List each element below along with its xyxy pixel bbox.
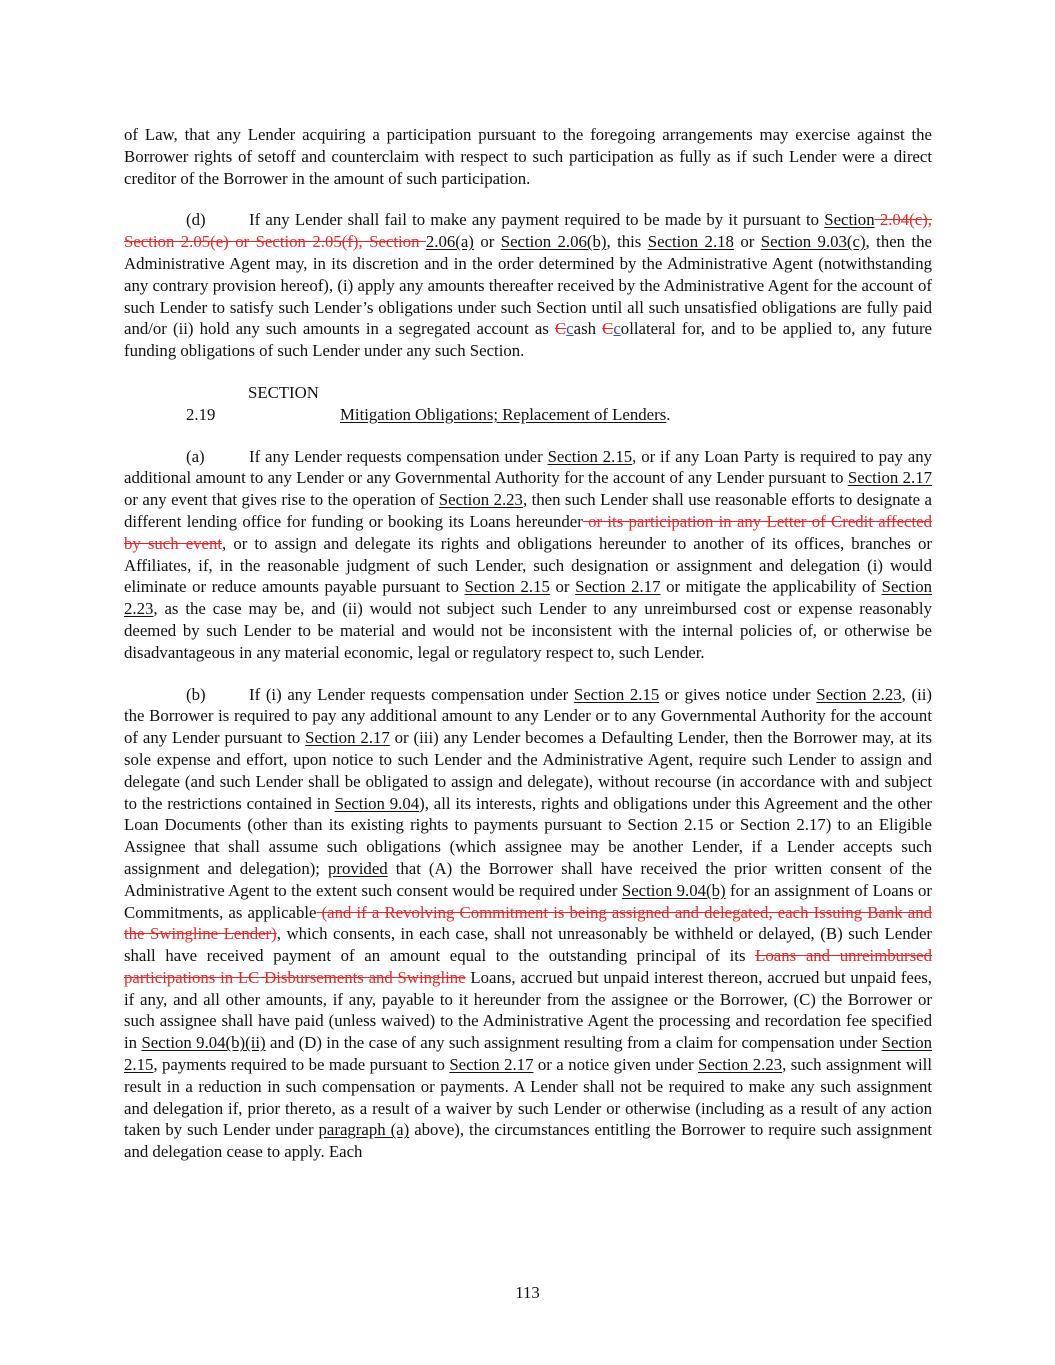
section-reference: Section 2.17	[449, 1055, 534, 1075]
paragraph-b: (b) If (i) any Lender requests compensation under Section 2.15 or gives notice under Section 2.23, (ii) the Borrower is required to pay any additional amount to any Lender or to any Governmental Authority for the account of any Lender pursuant to Section 2.17 or (iii) any Lender becomes a Defaulting Lender, then the Borrower may, at its sole expense and effort, upon notice to such Lender and the Administrative Agent, require such Lender to assign and delegate (and such Lender shall be obligated to assign and delegate), without recourse (in accordance with and subject to the restrictions contained in Section 9.04), all its interests, rights and obligations under this Agreement and the other Loan Documents (other than its existing rights to payments pursuant to Section 2.15 or Section 2.17) to an Eligible Assignee that shall assume such obligations (which assignee may be another Lender, if a Lender accepts such assignment and delegation); provided that (A) the Borrower shall have received the prior written consent of the Administrative Agent to the extent such consent would be required under Section 9.04(b) for an assignment of Loans or Commitments, as applicable (and if a Revolving Commitment is being assigned and delegated, each Issuing Bank and the Swingline Lender), which consents, in each case, shall not unreasonably be withheld or delayed, (B) such Lender shall have received payment of an amount equal to the outstanding principal of its Loans and unreimbursed participations in LC Disbursements and Swingline Loans, accrued but unpaid interest thereon, accrued but unpaid fees, if any, and all other amounts, if any, payable to it hereunder from the assignee or the Borrower, (C) the Borrower or such assignee shall have paid (unless waived) to the Administrative Agent the processing and recordation fee specified in Section 9.04(b)(ii) and (D) in the case of any such assignment resulting from a claim for compensation under Section 2.15, payments required to be made pursuant to Section 2.17 or a notice given under Section 2.23, such assignment will result in a reduction in such compensation or payments. A Lender shall not be required to make any such assignment and delegation if, prior thereto, as a result of a waiver by such Lender or otherwise (including as a result of any action taken by such Lender under paragraph (a) above), the circumstances entitling the Borrower to require such assignment and delegation cease to apply. Each	[124, 684, 933, 1162]
section-reference: Section	[824, 210, 875, 230]
section-reference: Section 2.17	[305, 728, 390, 748]
tracked-deletion: C	[602, 319, 614, 339]
section-reference: Section 2.23	[697, 1055, 783, 1075]
section-reference: Section 2.18	[647, 232, 734, 252]
tracked-deletion: C	[554, 319, 567, 339]
section-reference: Section 2.15	[124, 1033, 933, 1075]
tracked-deletion: or its participation in any Letter of Credit affected by such event	[124, 511, 933, 553]
section-reference: Section 2.23	[124, 577, 932, 619]
paragraph-label: (d)	[186, 210, 206, 230]
page-number: 113	[515, 1283, 540, 1302]
paragraph-continuation: of Law, that any Lender acquiring a participation pursuant to the foregoing arrangements may exercise against the Borrower rights of setoff and counterclaim with respect to such participation as fully as if such Lender were a direct creditor of the Borrower in the amount of such participation.	[124, 125, 932, 188]
section-reference: Section 2.15	[547, 446, 633, 466]
paragraph-label: (a)	[186, 446, 205, 466]
paragraph-d: (d) If any Lender shall fail to make any payment required to be made by it pursuant to Section 2.04(c), Section 2.05(e) or Section 2.05(f), Section 2.06(a) or Section 2.06(b), this Section 2.18 or Section 9.03(c), then the Administrative Agent may, in its discretion and in the order determined by the Administrative Agent (notwithstanding any contrary provision hereof), (i) apply any amounts thereafter received by the Administrative Agent for the account of such Lender to satisfy such Lender’s obligations under such Section until all such unsatisfied obligations are fully paid and/or (ii) hold any such amounts in a segregated account as Ccash Ccollateral for, and to be applied to, any future funding obligations of such Lender under any such Section.	[124, 210, 933, 361]
section-heading: SECTION 2.19 Mitigation Obligations; Replacement of Lenders.	[186, 382, 671, 424]
tracked-deletion: 2.04(c), Section 2.05(e) or Section 2.05(f), Section	[124, 210, 933, 252]
section-reference: Section 2.06(b)	[500, 232, 607, 252]
tracked-deletion: (and if a Revolving Commitment is being assigned and delegated, each Issuing Bank and the Swingline Lender)	[124, 902, 932, 944]
tracked-insertion: c	[566, 319, 574, 339]
tracked-insertion: c	[613, 319, 621, 339]
section-reference: 2.06(a)	[425, 232, 474, 252]
section-reference: Section 9.04(b)	[621, 880, 726, 900]
section-title: Mitigation Obligations; Replacement of Lenders	[340, 404, 667, 424]
section-reference: Section 2.15	[573, 684, 660, 704]
section-number: SECTION 2.19	[186, 382, 319, 424]
section-reference: paragraph (a)	[318, 1120, 410, 1140]
paragraph-a: (a) If any Lender requests compensation under Section 2.15, or if any Loan Party is required to pay any additional amount to any Lender or any Governmental Authority for the account of any Lender pursuant to Section 2.17 or any event that gives rise to the operation of Section 2.23, then such Lender shall use reasonable efforts to designate a different lending office for funding or booking its Loans hereunder or its participation in any Letter of Credit affected by such event, or to assign and delegate its rights and obligations hereunder to another of its offices, branches or Affiliates, if, in the reasonable judgment of such Lender, such designation or assignment and delegation (i) would eliminate or reduce amounts payable pursuant to Section 2.15 or Section 2.17 or mitigate the applicability of Section 2.23, as the case may be, and (ii) would not subject such Lender to any unreimbursed cost or expense reasonably deemed by such Lender to be material and would not be inconsistent with the internal policies of, or otherwise be disadvantageous in any material economic, legal or regulatory respect to, such Lender.	[124, 446, 933, 662]
section-reference: Section 2.23	[438, 490, 523, 510]
section-reference: Section 9.04(b)(ii)	[141, 1033, 266, 1053]
section-reference: Section 2.17	[575, 577, 661, 597]
tracked-deletion: Loans and unreimbursed participations in LC Disbursements and Swingline	[124, 946, 933, 987]
section-reference: Section 9.04	[334, 793, 420, 813]
section-reference: Section 9.03(c)	[760, 232, 866, 252]
section-reference: Section 2.23	[816, 684, 902, 704]
paragraph-label: (b)	[186, 684, 206, 704]
provided-term: provided	[328, 858, 388, 878]
document-page	[124, 124, 932, 1183]
section-reference: Section 2.15	[464, 577, 550, 597]
section-reference: Section 2.17	[847, 468, 932, 488]
